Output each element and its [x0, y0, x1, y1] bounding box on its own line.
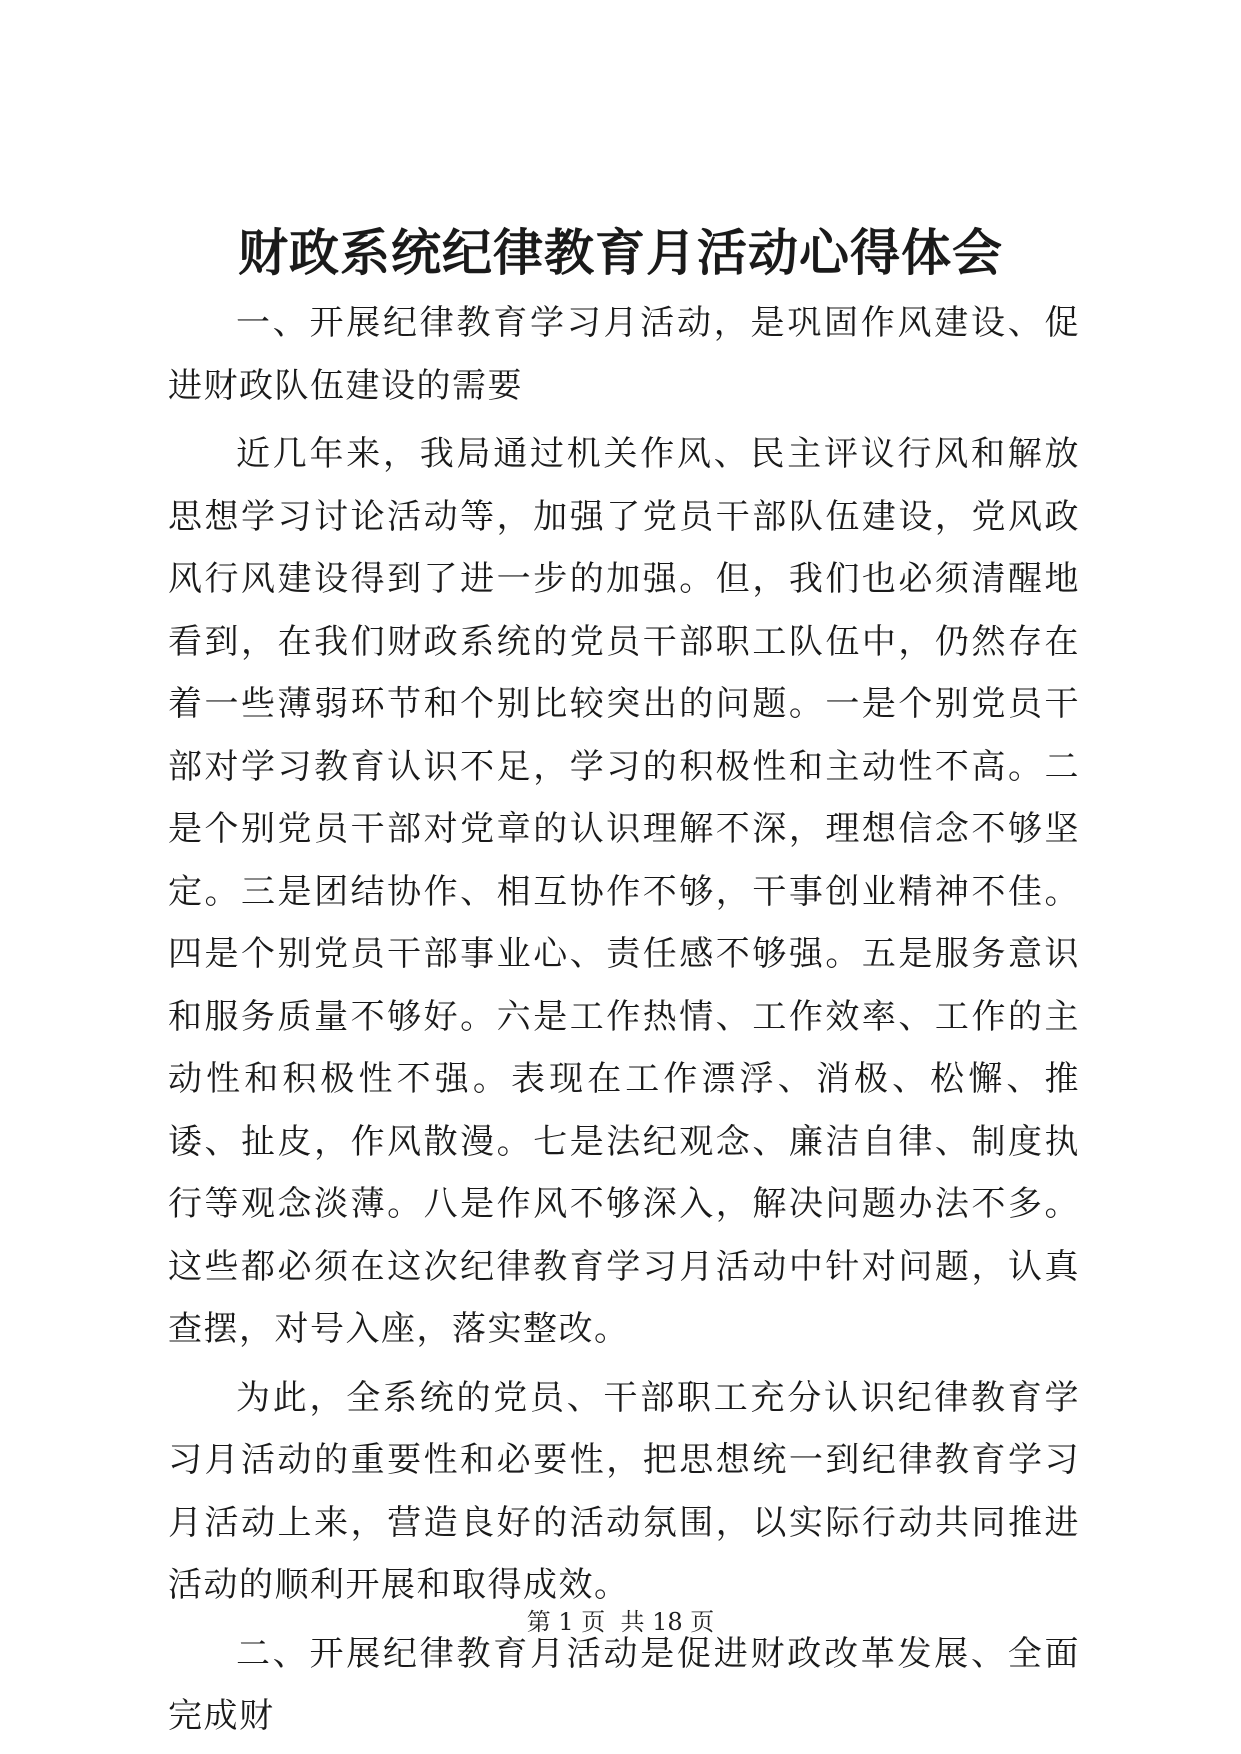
section-heading-2: 二、开展纪律教育月活动是促进财政改革发展、全面完成财 [168, 1633, 1080, 1736]
section-heading-1: 一、开展纪律教育学习月活动，是巩固作风建设、促进财政队伍建设的需要 [168, 303, 1080, 406]
document-body [168, 292, 1080, 1748]
page-number: 第 1 页 共 18 页 [526, 1608, 715, 1636]
body-paragraph: 近几年来，我局通过机关作风、民主评议行风和解放思想学习讨论活动等，加强了党员干部队伍建设，党风政风行风建设得到了进一步的加强。但，我们也必须清醒地看到，在我们财政系统的党员干部职工队伍中，仍然存在着一些薄弱环节和个别比较突出的问题。一是个别党员干部对学习教育认识不足，学习的积极性和主动性不高。二是个别党员干部对党章的认识理解不深，理想信念不够坚定。三是团结协作、相互协作不够，干事创业精神不佳。四是个别党员干部事业心、责任感不够强。五是服务意识和服务质量不够好。六是工作热情、工作效率、工作的主动性和积极性不强。表现在工作漂浮、消极、松懈、推诿、扯皮，作风散漫。七是法纪观念、廉洁自律、制度执行等观念淡薄。八是作风不够深入，解决问题办法不多。这些都必须在这次纪律教育学习月活动中针对问题，认真查摆，对号入座，落实整改。 [168, 434, 1080, 1349]
body-paragraph: 为此，全系统的党员、干部职工充分认识纪律教育学习月活动的重要性和必要性，把思想统一到纪律教育学习月活动上来，营造良好的活动氛围，以实际行动共同推进活动的顺利开展和取得成效。 [168, 1377, 1080, 1605]
page-footer [0, 1606, 1241, 1638]
document-title: 财政系统纪律教育月活动心得体会 [238, 223, 1003, 282]
